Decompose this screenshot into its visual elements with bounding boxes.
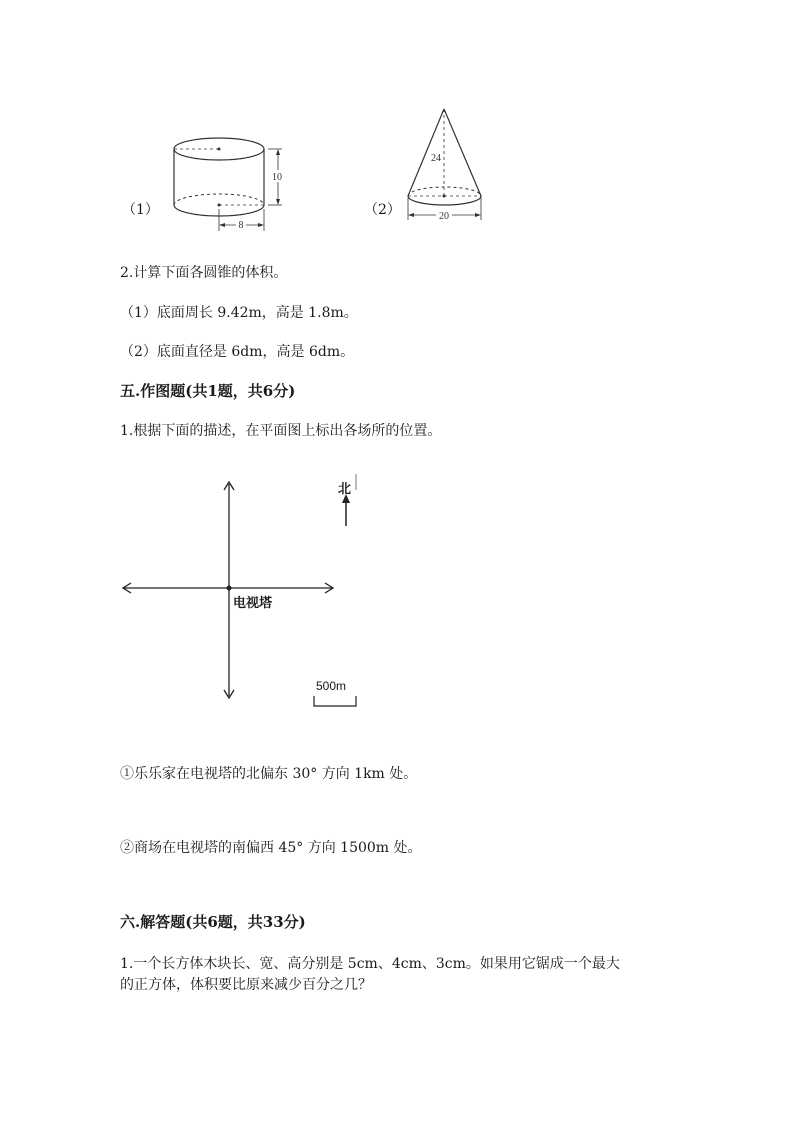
cone-figure (400, 105, 490, 227)
section-5-question-1: 1.根据下面的描述，在平面图上标出各场所的位置。 (120, 423, 442, 439)
section-6-question-1-line-2: 的正方体，体积要比原来减少百分之几？ (120, 977, 372, 993)
section-6-title: 六.解答题(共6题，共33分) (120, 913, 306, 931)
section-5-item-2: ②商场在电视塔的南偏西 45° 方向 1500m 处。 (120, 840, 422, 856)
cylinder-figure (160, 125, 290, 237)
section-5-item-1: ①乐乐家在电视塔的北偏东 30° 方向 1km 处。 (120, 766, 418, 782)
north-label: 北 (338, 482, 352, 497)
question-2-title: 2.计算下面各圆锥的体积。 (120, 265, 288, 281)
section-5-title: 五.作图题(共1题，共6分) (120, 382, 296, 400)
section-6-question-1-line-1: 1.一个长方体木块长、宽、高分别是 5cm、4cm、3cm。如果用它锯成一个最大 (120, 956, 620, 972)
question-2-item-2: （2）底面直径是 6dm，高是 6dm。 (120, 344, 355, 360)
cone-height-label: 24 (431, 153, 441, 164)
center-point (227, 586, 232, 591)
tv-tower-label: 电视塔 (233, 596, 273, 611)
scale-label: 500m (316, 679, 347, 693)
figure-1-label: （1） (122, 202, 159, 218)
cone-diameter-label: 20 (439, 211, 449, 222)
cylinder-radius-label: 8 (238, 220, 244, 231)
scale-bar (314, 696, 356, 706)
question-2-item-1: （1）底面周长 9.42m，高是 1.8m。 (120, 305, 358, 321)
figure-2-label: （2） (364, 202, 401, 218)
cylinder-height-label: 10 (272, 172, 282, 183)
